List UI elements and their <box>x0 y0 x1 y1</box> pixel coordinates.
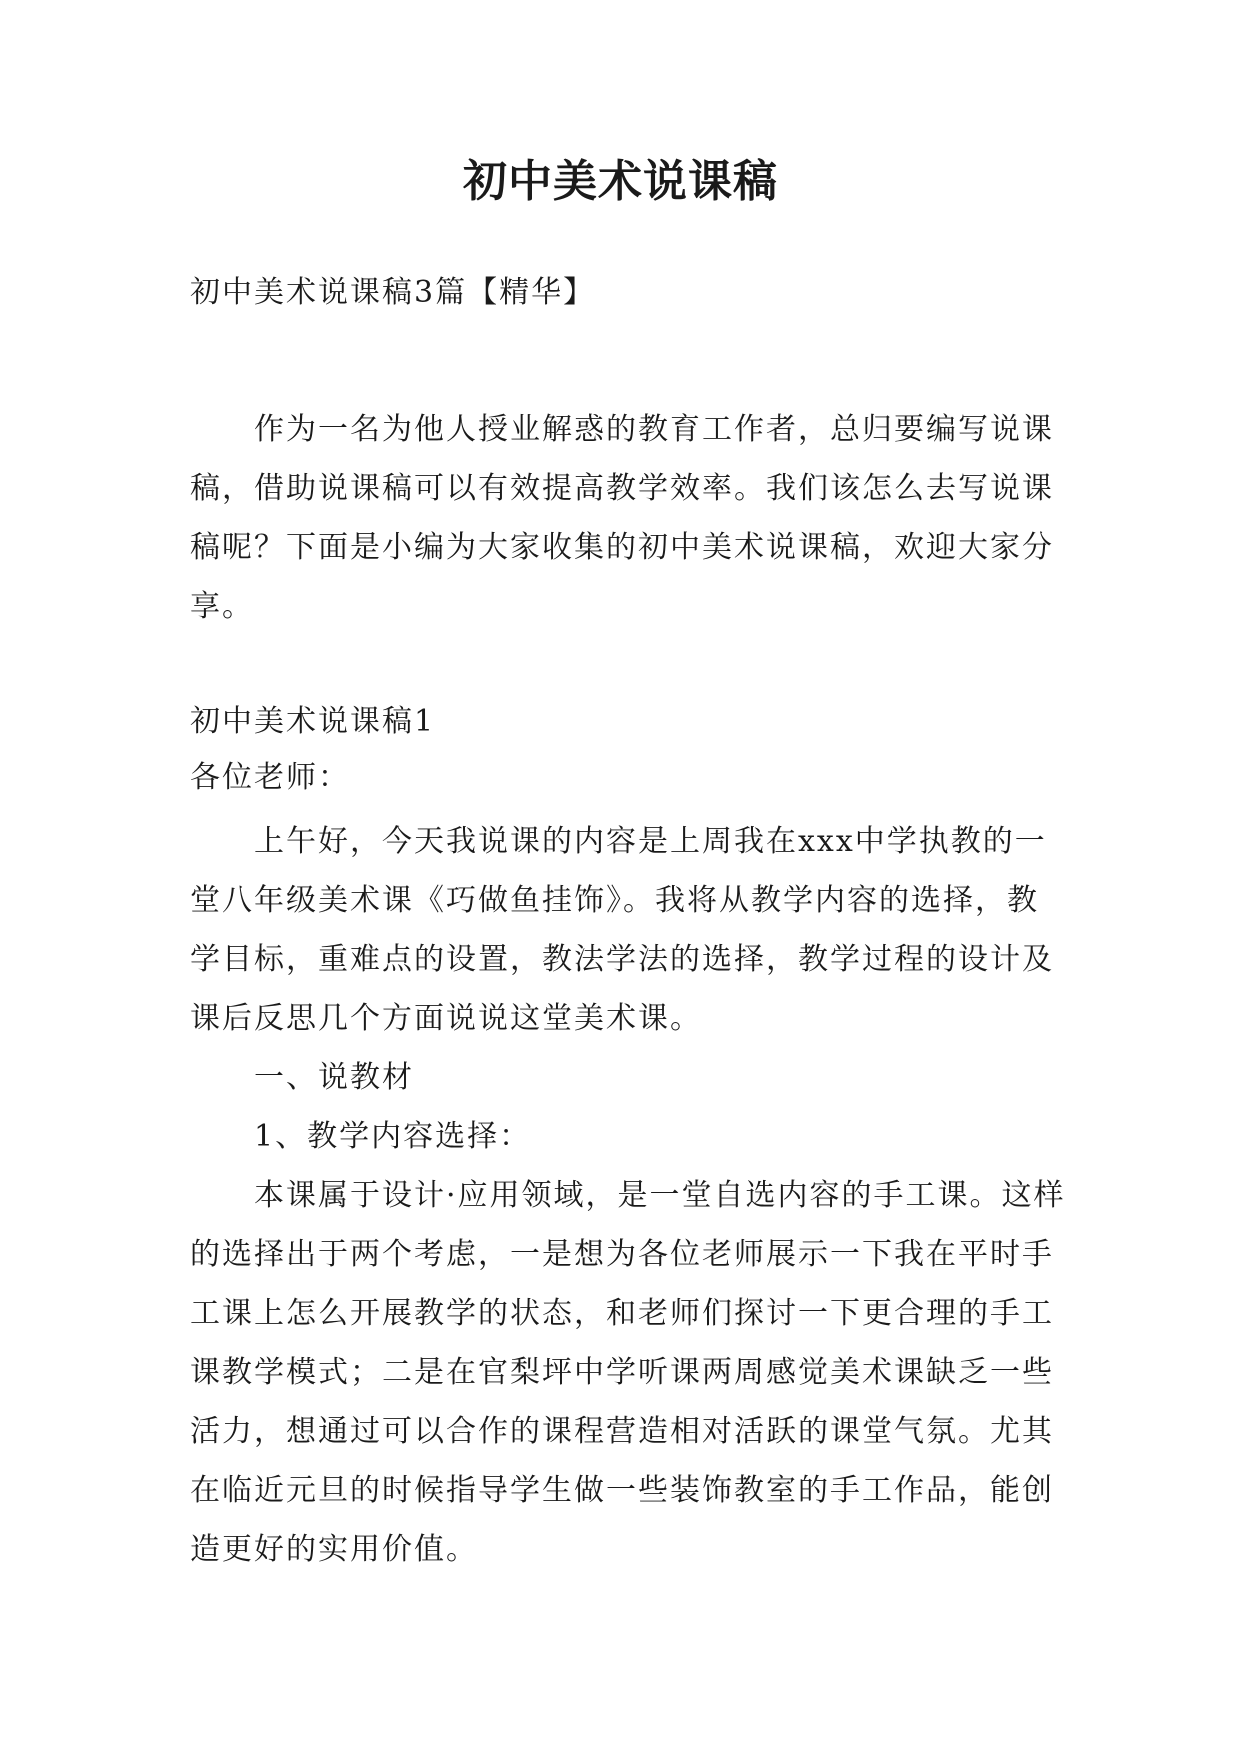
greeting: 各位老师： <box>190 760 350 795</box>
body-paragraph: 上午好，今天我说课的内容是上周我在xxx中学执教的一堂八年级美术课《巧做鱼挂饰》。我将从教学内容的选择，教学目标，重难点的设置，教法学法的选择，教学过程的设计及课后反思几个方面说说这堂美术课。 <box>190 824 1054 1036</box>
section-header-block <box>190 694 1070 806</box>
intro-paragraph-block <box>190 400 1070 636</box>
document-subtitle <box>190 263 1070 323</box>
document-title: 初中美术说课稿 <box>463 156 778 207</box>
body-block <box>190 812 1070 1579</box>
heading-teaching-material: 一、说教材 <box>254 1060 414 1095</box>
section-heading: 初中美术说课稿1 <box>190 704 436 739</box>
intro-paragraph: 作为一名为他人授业解惑的教育工作者，总归要编写说课稿，借助说课稿可以有效提高教学效率。我们该怎么去写说课稿呢？下面是小编为大家收集的初中美术说课稿，欢迎大家分享。 <box>190 412 1054 624</box>
heading-content-selection: 1、教学内容选择： <box>254 1119 532 1154</box>
subtitle-text: 初中美术说课稿3篇【精华】 <box>190 275 596 310</box>
body-paragraph: 本课属于设计·应用领域，是一堂自选内容的手工课。这样的选择出于两个考虑，一是想为各位老师展示一下我在平时手工课上怎么开展教学的状态，和老师们探讨一下更合理的手工课教学模式；二是在官梨坪中学听课两周感觉美术课缺乏一些活力，想通过可以合作的课程营造相对活跃的课堂气氛。尤其在临近元旦的时候指导学生做一些装饰教室的手工作品，能创造更好的实用价值。 <box>190 1178 1066 1567</box>
